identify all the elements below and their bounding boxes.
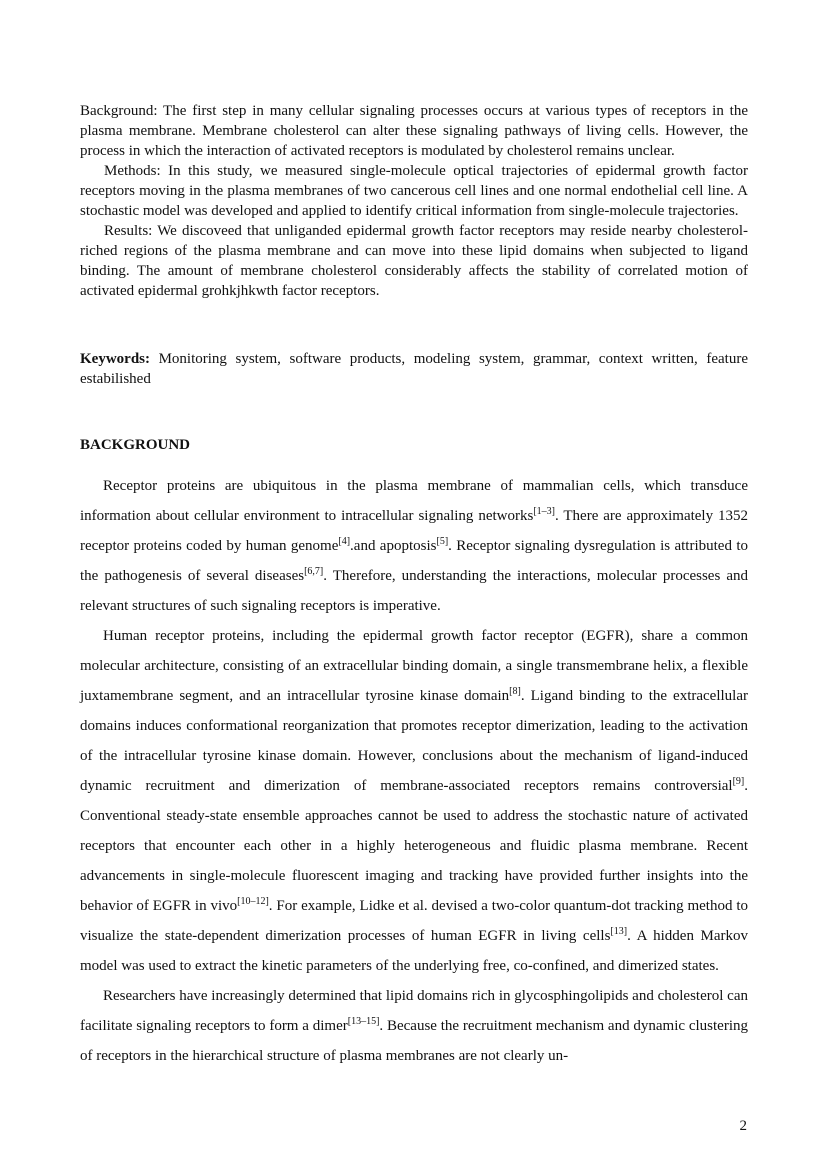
- section-heading: BACKGROUND: [80, 437, 191, 453]
- citation: [13–15]: [347, 1016, 380, 1027]
- text-run: Receptor proteins are ubiquitous in the plasma membrane of mammalian cells, which transduce information about cellular environment to intracellular signaling networks: [80, 478, 748, 524]
- citation: [10–12]: [237, 896, 269, 907]
- paragraph-2: [80, 621, 748, 981]
- body-text: [80, 471, 748, 1071]
- keywords-text: Monitoring system, software products, modeling system, grammar, context written, feature estabilished: [80, 351, 748, 387]
- abstract: [80, 101, 748, 301]
- citation: [1–3]: [533, 506, 555, 517]
- text-run: . Conventional steady-state ensemble approaches cannot be used to address the stochastic nature of activated receptors that encounter each other in a highly heterogeneous and fluidic plasma membrane. Recent advancements in single-molecule fluorescent imaging and tracking have provided further insights into the behavior of EGFR in vivo: [80, 778, 748, 914]
- citation: [5]: [436, 536, 449, 547]
- text-run: . Therefore, understanding the interactions, molecular processes and relevant structures of such signaling receptors is imperative.: [80, 568, 748, 614]
- citation: [4]: [338, 536, 351, 547]
- text-run: . Because the recruitment mechanism and dynamic clustering of receptors in the hierarchical structure of plasma membranes are not clearly un-: [80, 1018, 748, 1064]
- citation: [8]: [509, 686, 521, 697]
- text-run: . A hidden Markov model was used to extract the kinetic parameters of the underlying free, co-confined, and dimerized states.: [80, 928, 748, 974]
- abstract-results: Results: We discoveed that unliganded epidermal growth factor receptors may reside nearby cholesterol-riched regions of the plasma membrane and can move into these lipid domains when subjected to ligand binding. The amount of membrane cholesterol considerably affects the stability of correlated motion of activated epidermal grohkjhkwth factor receptors.: [80, 223, 748, 299]
- paragraph-1: [80, 471, 748, 621]
- text-run: Human receptor proteins, including the epidermal growth factor receptor (EGFR), share a common molecular architecture, consisting of an extracellular binding domain, a single transmembrane helix, a flexible juxtamembrane segment, and an intracellular tyrosine kinase domain: [80, 628, 748, 704]
- citation: [13]: [610, 926, 628, 937]
- keywords: [80, 349, 748, 389]
- page-number: 2: [739, 1118, 747, 1134]
- text-run: Researchers have increasingly determined that lipid domains rich in glycosphingolipids and cholesterol can facilitate signaling receptors to form a dimer: [80, 988, 748, 1034]
- citation: [6,7]: [304, 566, 324, 577]
- text-run: . Receptor signaling dysregulation is attributed to the pathogenesis of several diseases: [80, 538, 748, 584]
- abstract-methods: Methods: In this study, we measured single-molecule optical trajectories of epidermal growth factor receptors moving in the plasma membranes of two cancerous cell lines and one normal endothelial cell line. A stochastic model was developed and applied to identify critical information from single-molecule trajectories.: [80, 163, 748, 219]
- keywords-label: Keywords:: [80, 351, 150, 367]
- text-run: . There are approximately 1352 receptor proteins coded by human genome: [80, 508, 748, 554]
- text-run: .and apoptosis: [350, 538, 437, 554]
- paragraph-3: [80, 981, 748, 1071]
- text-run: . For example, Lidke et al. devised a two-color quantum-dot tracking method to visualize the state-dependent dimerization processes of human EGFR in living cells: [80, 898, 748, 944]
- citation: [9]: [732, 776, 745, 787]
- abstract-background: Background: The first step in many cellular signaling processes occurs at various types of receptors in the plasma membrane. Membrane cholesterol can alter these signaling pathways of living cells. However, the process in which the interaction of activated receptors is modulated by cholesterol remains unclear.: [80, 103, 748, 159]
- text-run: . Ligand binding to the extracellular domains induces conformational reorganization that promotes receptor dimerization, leading to the activation of the intracellular tyrosine kinase domain. However, conclusions about the mechanism of ligand-induced dynamic recruitment and dimerization of membrane-associated receptors remains controversial: [80, 688, 748, 794]
